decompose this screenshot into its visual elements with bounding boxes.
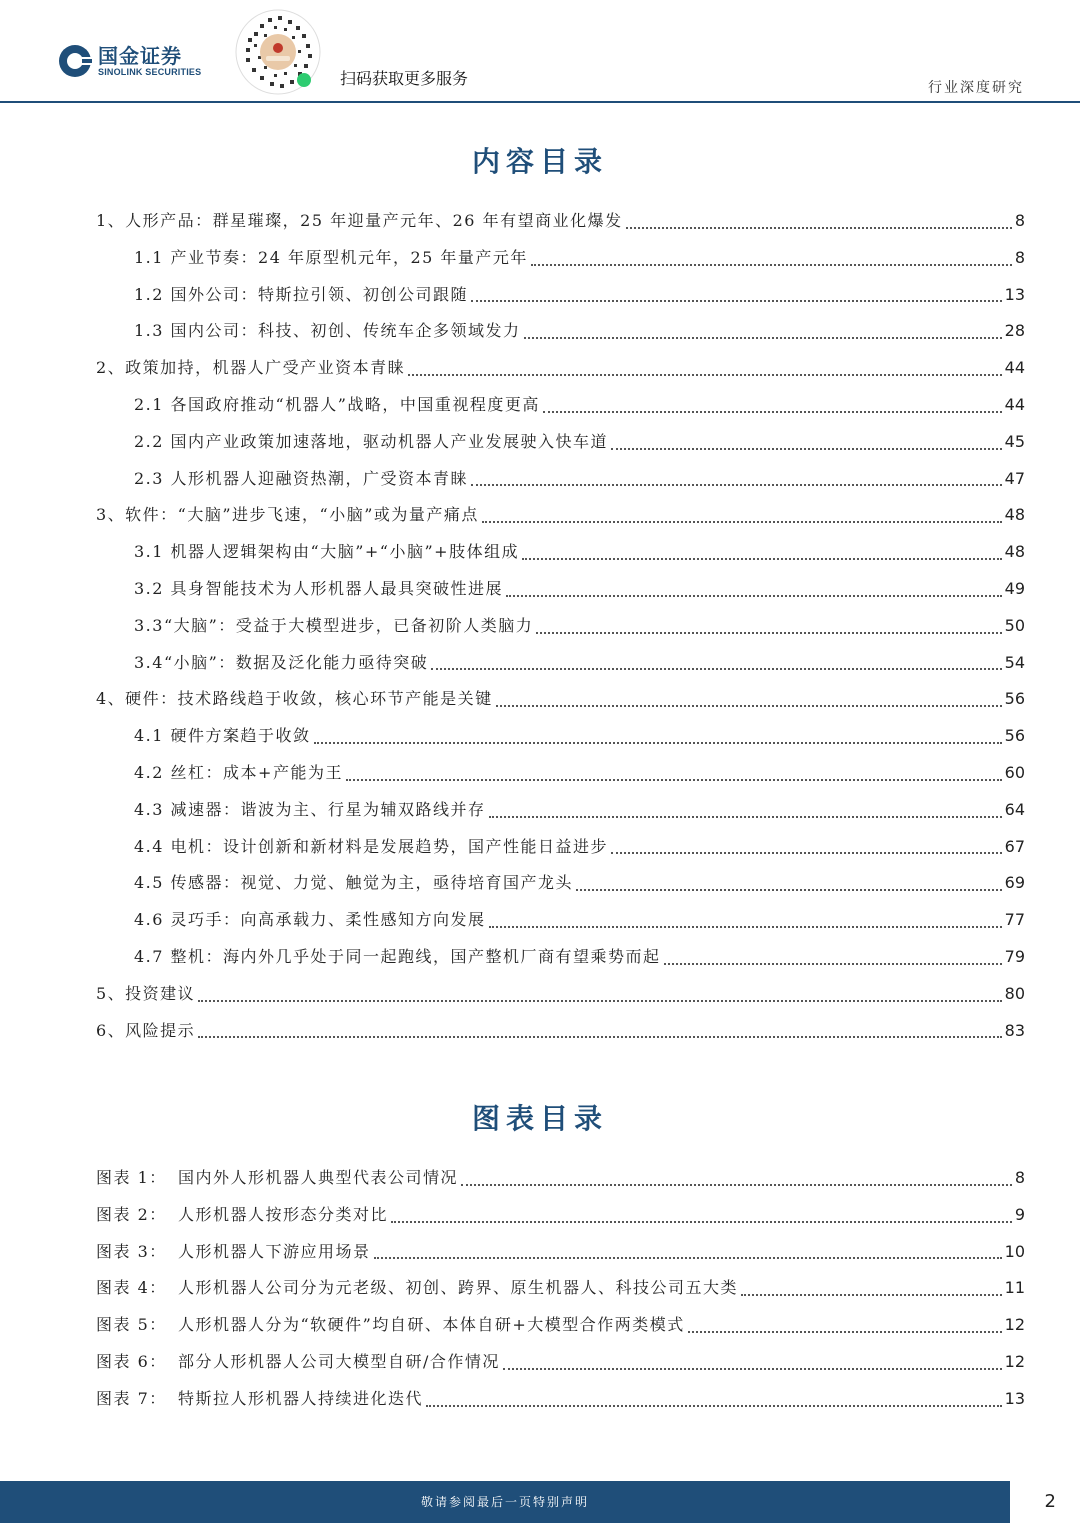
dot-leader: [489, 925, 1002, 928]
toc-subsection-entry[interactable]: [96, 755, 1025, 792]
toc-subsection-entry[interactable]: [96, 645, 1025, 682]
toc-subsection-entry[interactable]: [96, 387, 1025, 424]
page-ref: 64: [1004, 799, 1025, 819]
figure-entry[interactable]: [96, 1307, 1025, 1344]
dot-leader: [664, 962, 1002, 965]
toc-entry-label: 1.3 国内公司：科技、初创、传统车企多领域发力: [134, 321, 521, 341]
dot-leader: [374, 1256, 1002, 1259]
toc-entry-label: 3.2 具身智能技术为人形机器人最具突破性进展: [134, 578, 504, 598]
page-ref: 8: [1014, 247, 1025, 267]
toc-subsection-entry[interactable]: [96, 240, 1025, 277]
page-header: [0, 0, 1080, 103]
page-ref: 8: [1014, 211, 1025, 230]
toc-subsection-entry[interactable]: [96, 461, 1025, 498]
toc-subsection-entry[interactable]: [96, 902, 1025, 939]
qr-caption: 扫码获取更多服务: [340, 69, 469, 88]
dot-leader: [426, 1404, 1002, 1407]
toc-subsection-entry[interactable]: [96, 865, 1025, 902]
toc-entry-label: 4.5 传感器：视觉、力觉、触觉为主，亟待培育国产龙头: [134, 873, 574, 893]
figure-number: 图表 5：: [96, 1315, 167, 1335]
report-type: 行业深度研究: [928, 80, 1024, 96]
toc-section-entry[interactable]: [96, 203, 1025, 240]
brand-name-cn: 国金证券: [98, 43, 182, 68]
toc-section-entry[interactable]: [96, 497, 1025, 534]
dot-leader: [496, 704, 1002, 707]
toc-entry-label: 4.7 整机：海内外几乎处于同一起跑线，国产整机厂商有望乘势而起: [134, 946, 661, 966]
figure-entry-label: [96, 1270, 738, 1307]
figure-entry[interactable]: [96, 1381, 1025, 1418]
toc-entry-label: 2.1 各国政府推动“机器人”战略，中国重视程度更高: [134, 394, 540, 414]
figure-entry[interactable]: [96, 1234, 1025, 1271]
page-ref: 8: [1014, 1168, 1025, 1187]
qr-code-icon[interactable]: [234, 8, 322, 96]
dot-leader: [576, 888, 1002, 891]
toc-subsection-entry[interactable]: [96, 829, 1025, 866]
page-ref: 45: [1004, 431, 1025, 451]
figure-entry-label: [96, 1234, 371, 1271]
dot-leader: [506, 594, 1002, 597]
dot-leader: [524, 336, 1002, 339]
toc-subsection-entry[interactable]: [96, 313, 1025, 350]
toc-entry-label: 4、硬件：技术路线趋于收敛，核心环节产能是关键: [96, 689, 493, 709]
page-ref: 9: [1014, 1204, 1025, 1224]
page-ref: 50: [1004, 615, 1025, 635]
figure-number: 图表 3：: [96, 1241, 167, 1261]
figure-entry[interactable]: [96, 1270, 1025, 1307]
header-divider: [0, 101, 1080, 103]
page-ref: 48: [1004, 542, 1025, 562]
toc-subsection-entry[interactable]: [96, 608, 1025, 645]
toc-entry-label: 6、风险提示: [96, 1020, 196, 1040]
figure-caption: 人形机器人下游应用场景: [178, 1241, 371, 1261]
toc-subsection-entry[interactable]: [96, 424, 1025, 461]
toc-title: 内容目录: [471, 145, 608, 178]
dot-leader: [346, 778, 1002, 781]
page-ref: 49: [1004, 578, 1025, 598]
page-ref: 80: [1004, 983, 1025, 1003]
footer-notice: 敬请参阅最后一页特别声明: [420, 1495, 589, 1509]
figure-entry[interactable]: [96, 1160, 1025, 1197]
dot-leader: [741, 1293, 1002, 1296]
page-ref: 12: [1004, 1315, 1025, 1335]
figure-entry-label: [96, 1381, 423, 1418]
figure-caption: 人形机器人公司分为元老级、初创、跨界、原生机器人、科技公司五大类: [178, 1278, 739, 1298]
toc-list: [96, 203, 1025, 1049]
dot-leader: [198, 999, 1001, 1002]
toc-entry-label: 4.6 灵巧手：向高承载力、柔性感知方向发展: [134, 910, 486, 930]
page-ref: 56: [1004, 726, 1025, 746]
page-ref: 13: [1004, 1388, 1025, 1408]
dot-leader: [482, 520, 1002, 523]
page-ref: 13: [1004, 284, 1025, 304]
figure-number: 图表 7：: [96, 1388, 167, 1408]
figure-caption: 部分人形机器人公司大模型自研/合作情况: [178, 1351, 500, 1371]
dot-leader: [611, 851, 1002, 854]
brand-name-en: SINOLINK SECURITIES: [98, 66, 202, 77]
page-ref: 44: [1004, 358, 1025, 378]
page-ref: 77: [1004, 910, 1025, 930]
page-ref: 69: [1004, 873, 1025, 893]
figure-caption: 国内外人形机器人典型代表公司情况: [178, 1168, 459, 1187]
dot-leader: [461, 1183, 1012, 1186]
figure-entry-label: [96, 1344, 500, 1381]
figure-number: 图表 6：: [96, 1351, 167, 1371]
page-ref: 12: [1004, 1351, 1025, 1371]
figure-entry[interactable]: [96, 1344, 1025, 1381]
page-ref: 60: [1004, 762, 1025, 782]
page-ref: 44: [1004, 394, 1025, 414]
page-number: 2: [1044, 1491, 1056, 1512]
dot-leader: [408, 373, 1001, 376]
toc-section-entry[interactable]: [96, 681, 1025, 718]
dot-leader: [688, 1330, 1002, 1333]
toc-entry-label: 4.2 丝杠：成本+产能为王: [134, 762, 343, 782]
toc-entry-label: 1.2 国外公司：特斯拉引领、初创公司跟随: [134, 284, 469, 304]
toc-entry-label: 4.3 减速器：谐波为主、行星为辅双路线并存: [134, 799, 486, 819]
toc-section-entry[interactable]: [96, 350, 1025, 387]
dot-leader: [531, 263, 1012, 266]
toc-entry-label: 3.1 机器人逻辑架构由“大脑”+“小脑”+肢体组成: [134, 542, 520, 562]
figure-number: 图表 4：: [96, 1278, 167, 1298]
toc-subsection-entry[interactable]: [96, 534, 1025, 571]
toc-entry-label: 2、政策加持，机器人广受产业资本青睐: [96, 358, 406, 378]
dot-leader: [536, 631, 1001, 634]
toc-entry-label: 2.3 人形机器人迎融资热潮，广受资本青睐: [134, 468, 469, 488]
toc-entry-label: 1、人形产品：群星璀璨，25 年迎量产元年、26 年有望商业化爆发: [96, 211, 623, 230]
page-ref: 11: [1004, 1278, 1025, 1298]
page-ref: 48: [1004, 505, 1025, 525]
toc-subsection-entry[interactable]: [96, 939, 1025, 976]
toc-section-entry[interactable]: [96, 976, 1025, 1013]
page-ref: 79: [1004, 946, 1025, 966]
page-ref: 54: [1004, 652, 1025, 672]
page-ref: 47: [1004, 468, 1025, 488]
page-ref: 28: [1004, 321, 1025, 341]
dot-leader: [471, 483, 1002, 486]
dot-leader: [198, 1035, 1001, 1038]
sinolink-logo-icon: [58, 44, 92, 78]
dot-leader: [522, 557, 1002, 560]
dot-leader: [543, 410, 1002, 413]
figure-entry[interactable]: [96, 1197, 1025, 1234]
dot-leader: [391, 1220, 1012, 1223]
dot-leader: [431, 667, 1001, 670]
figure-entry-label: [96, 1160, 458, 1197]
figure-caption: 人形机器人分为“软硬件”均自研、本体自研+大模型合作两类模式: [178, 1315, 685, 1335]
toc-entry-label: 1.1 产业节奏：24 年原型机元年，25 年量产元年: [134, 247, 528, 267]
page-ref: 10: [1004, 1241, 1025, 1261]
page-footer: [0, 1481, 1080, 1527]
figure-caption: 特斯拉人形机器人持续进化迭代: [178, 1388, 424, 1408]
figure-caption: 人形机器人按形态分类对比: [178, 1204, 389, 1224]
page-ref: 67: [1004, 836, 1025, 856]
toc-subsection-entry[interactable]: [96, 718, 1025, 755]
toc-entry-label: 3、软件：“大脑”进步飞速，“小脑”或为量产痛点: [96, 505, 479, 525]
figure-entry-label: [96, 1307, 685, 1344]
figure-list: [96, 1160, 1025, 1418]
sinolink-logo: [58, 44, 201, 78]
figure-list-title: 图表目录: [471, 1102, 608, 1135]
dot-leader: [489, 815, 1002, 818]
dot-leader: [626, 226, 1012, 229]
toc-subsection-entry[interactable]: [96, 277, 1025, 314]
figure-number: 图表 1：: [96, 1168, 167, 1187]
page-ref: 83: [1004, 1020, 1025, 1040]
toc-subsection-entry[interactable]: [96, 571, 1025, 608]
toc-section-entry[interactable]: [96, 1013, 1025, 1050]
toc-entry-label: 3.3“大脑”：受益于大模型进步，已备初阶人类脑力: [134, 615, 534, 635]
toc-entry-label: 3.4“小脑”：数据及泛化能力亟待突破: [134, 652, 429, 672]
page-ref: 56: [1004, 689, 1025, 709]
toc-entry-label: 5、投资建议: [96, 983, 196, 1003]
dot-leader: [503, 1367, 1002, 1370]
toc-entry-label: 4.4 电机：设计创新和新材料是发展趋势，国产性能日益进步: [134, 836, 609, 856]
toc-subsection-entry[interactable]: [96, 792, 1025, 829]
dot-leader: [314, 741, 1002, 744]
toc-entry-label: 4.1 硬件方案趋于收敛: [134, 726, 311, 746]
dot-leader: [471, 299, 1002, 302]
figure-entry-label: [96, 1197, 388, 1234]
figure-number: 图表 2：: [96, 1204, 167, 1224]
toc-entry-label: 2.2 国内产业政策加速落地，驱动机器人产业发展驶入快车道: [134, 431, 609, 451]
dot-leader: [611, 447, 1002, 450]
